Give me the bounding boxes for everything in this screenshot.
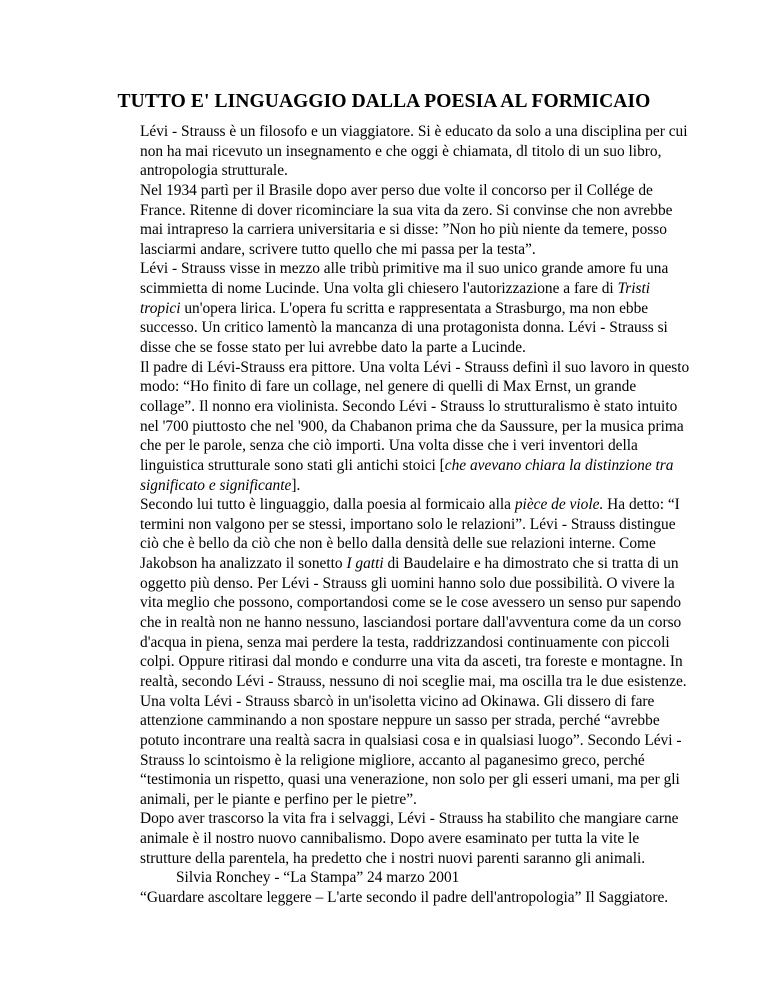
text-line: [140, 299, 680, 319]
text-segment: che in realtà non ne hanno nessuno, lasciandosi portare dall'avventura come da un corso: [140, 614, 682, 632]
text-line: [140, 495, 680, 515]
italic-segment: tropici: [140, 299, 181, 317]
text-segment: “testimonia un rispetto, quasi una venerazione, non solo per gli esseri umani, ma per gli: [140, 771, 680, 789]
text-line: [140, 456, 680, 476]
text-line: [140, 633, 680, 653]
text-segment: disse che se fosse stato per lui avrebbe dato la parte a Lucinde.: [140, 339, 526, 357]
source-citation: Silvia Ronchey - “La Stampa” 24 marzo 2001: [176, 869, 460, 887]
text-line: [140, 692, 680, 712]
text-segment: Lévi - Strauss visse in mezzo alle tribù primitive ma il suo unico grande amore fu una: [140, 260, 669, 278]
text-line: [140, 672, 687, 692]
text-line: [140, 358, 690, 378]
text-segment: potuto incontrare una realtà sacra in qualsiasi cosa e in qualsiasi luogo”. Secondo Lévi -: [140, 731, 682, 749]
text-segment: vita meglio che possono, comportandosi come se le cose avessero un senso pur sapendo: [140, 594, 682, 612]
text-line: [140, 613, 680, 633]
text-line: [140, 829, 680, 849]
text-line: [140, 201, 680, 221]
text-line: [140, 436, 680, 456]
text-segment: modo: “Ho finito di fare un collage, nel genere di quelli di Max Ernst, un grande: [140, 378, 637, 396]
text-line: [140, 181, 680, 201]
italic-segment: Tristi: [617, 280, 651, 298]
text-segment: Jakobson ha analizzato il sonetto: [140, 555, 347, 573]
text-segment: successo. Un critico lamentò la mancanza di una protagonista donna. Lévi - Strauss si: [140, 319, 668, 337]
text-line: [140, 122, 688, 142]
article-body: [140, 122, 690, 908]
text-line: [140, 338, 680, 358]
text-segment: antropologia strutturale.: [140, 162, 288, 180]
text-line: [140, 515, 680, 535]
text-line: [140, 751, 680, 771]
text-segment: che per le parole, senza che ciò importi. Una volta disse che i veri inventori della: [140, 437, 638, 455]
text-line: [140, 476, 680, 496]
text-line: [140, 849, 680, 869]
text-segment: animale è il nostro nuovo cannibalismo. Dopo avere esaminato per tutta la vite le: [140, 830, 640, 848]
text-segment: termini non valgono per se stessi, importano solo le relazioni”. Lévi - Strauss distingue: [140, 515, 676, 533]
text-segment: mai intrapreso la carriera universitaria e si disse: ”Non ho più niente da temere, posso: [140, 221, 667, 239]
text-segment: oggetto più denso. Per Lévi - Strauss gli uomini hanno solo due possibilità. O vivere la: [140, 574, 675, 592]
text-segment: Lévi - Strauss è un filosofo e un viaggiatore. Si è educato da solo a una disciplina per cui: [140, 123, 688, 140]
text-segment: d'acqua in piena, senza mai perdere la testa, raddrizzandosi continuamente con piccoli: [140, 633, 670, 651]
text-line: [140, 240, 680, 260]
text-line: [140, 574, 680, 594]
text-line: [140, 554, 680, 574]
text-line: [140, 259, 680, 279]
text-segment: France. Ritenne di dover ricominciare la sua vita da zero. Si convinse che non avrebbe: [140, 201, 673, 219]
text-segment: un'opera lirica. L'opera fu scritta e rappresentata a Strasburgo, ma non ebbe: [180, 299, 649, 317]
text-line: [140, 790, 680, 810]
text-line: [140, 377, 680, 397]
book-citation: “Guardare ascoltare leggere – L'arte secondo il padre dell'antropologia” Il Saggiatore.: [140, 888, 669, 906]
text-segment: scimmietta di nome Lucinde. Una volta gli chiesero l'autorizzazione a fare di: [140, 280, 618, 298]
text-segment: collage”. Il nonno era violinista. Secondo Lévi - Strauss lo strutturalismo è stato intuito: [140, 397, 678, 415]
text-line: [140, 142, 680, 162]
text-line: [140, 711, 680, 731]
text-segment: non ha mai ricevuto un insegnamento e che oggi è chiamata, dl titolo di un suo libro,: [140, 142, 662, 160]
italic-segment: significato e significante: [140, 476, 292, 494]
text-line: [140, 534, 680, 554]
text-line: [140, 770, 680, 790]
text-segment: strutture della parentela, ha predetto che i nostri nuovi parenti saranno gli animali.: [140, 849, 646, 867]
italic-segment: pièce de viole.: [514, 496, 604, 514]
text-segment: linguistica strutturale sono stati gli antichi stoici [: [140, 456, 445, 474]
text-segment: lasciarmi andare, scrivere tutto quello che mi passa per la testa”.: [140, 240, 536, 258]
article-title: TUTTO E' LINGUAGGIO DALLA POESIA AL FORMICAIO: [117, 91, 651, 112]
text-segment: Dopo aver trascorso la vita fra i selvaggi, Lévi - Strauss ha stabilito che mangiare carne: [140, 810, 679, 828]
text-segment: animali, per le piante e perfino per le pietre”.: [140, 790, 417, 808]
article-lines: [140, 122, 690, 868]
text-segment: Una volta Lévi - Strauss sbarcò in un'isoletta vicino ad Okinawa. Gli dissero di fare: [140, 692, 655, 710]
text-segment: di Baudelaire e ha dimostrato che si tratta di un: [383, 555, 679, 573]
text-segment: attenzione camminando a non spostare neppure un sasso per strada, perché “avrebbe: [140, 712, 660, 730]
text-segment: ciò che è bello da ciò che non è bello dalla densità delle sue relazioni interne. Come: [140, 535, 656, 553]
italic-segment: che avevano chiara la distinzione tra: [444, 456, 674, 474]
text-segment: Ha detto: “I: [603, 496, 680, 514]
text-line: [140, 397, 680, 417]
text-line: [140, 161, 680, 181]
text-segment: ].: [291, 476, 301, 494]
text-line: [140, 417, 684, 437]
text-line: [140, 318, 680, 338]
text-segment: realtà, secondo Lévi - Strauss, nessuno di noi sceglie mai, ma oscilla tra le due esistenze.: [140, 672, 687, 690]
text-segment: Strauss lo scintoismo è la religione migliore, accanto al paganesimo greco, perché: [140, 751, 645, 769]
text-line: [140, 809, 680, 829]
text-line: [140, 220, 680, 240]
text-line: [140, 731, 680, 751]
text-segment: colpi. Oppure ritirasi dal mondo e condurre una vita da asceti, tra foreste e montagne. In: [140, 653, 683, 671]
text-segment: Nel 1934 partì per il Brasile dopo aver perso due volte il concorso per il Collége de: [140, 181, 653, 199]
text-segment: Il padre di Lévi-Strauss era pittore. Una volta Lévi - Strauss definì il suo lavoro in questo: [140, 358, 690, 376]
text-line: [140, 279, 680, 299]
text-line: [140, 593, 680, 613]
text-segment: Secondo lui tutto è linguaggio, dalla poesia al formicaio alla: [140, 496, 515, 514]
italic-segment: I gatti: [346, 555, 384, 573]
text-line: [140, 652, 683, 672]
text-segment: nel '700 piuttosto che nel '900, da Chabanon prima che da Saussure, per la musica prima: [140, 417, 684, 435]
